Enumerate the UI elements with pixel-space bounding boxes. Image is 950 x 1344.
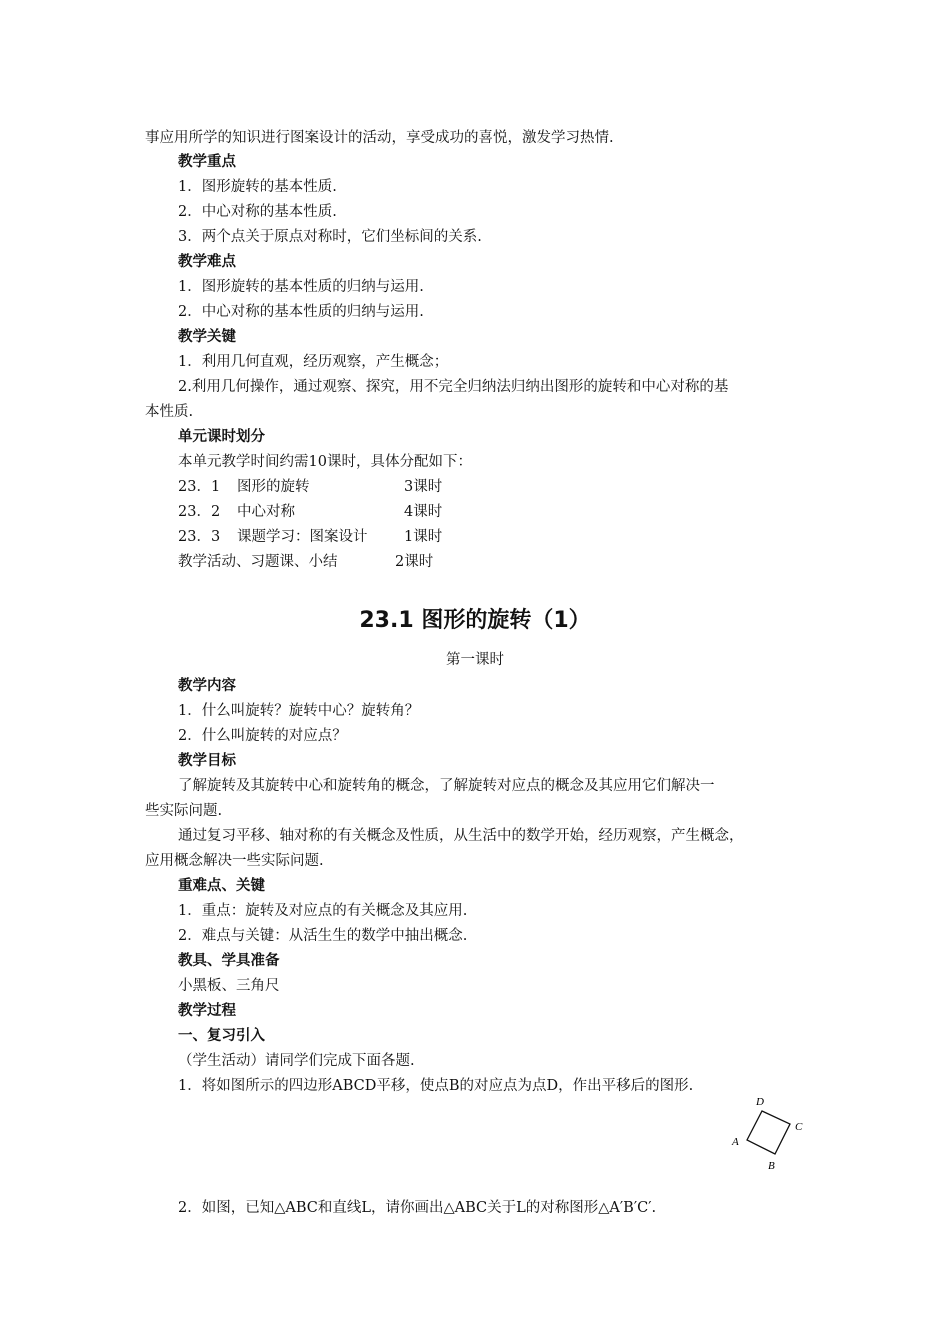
keys-item-2-line1: 2.利用几何操作，通过观察、探究，用不完全归纳法归纳出图形的旋转和中心对称的基 xyxy=(178,379,729,395)
process-question-1: 1．将如图所示的四边形ABCD平移，使点B的对应点为点D，作出平移后的图形. xyxy=(178,1078,694,1094)
focus-item: 1．重点：旋转及对应点的有关概念及其应用. xyxy=(178,903,468,919)
goals-p1-line1: 了解旋转及其旋转中心和旋转角的概念，了解旋转对应点的概念及其应用它们解决一 xyxy=(178,778,715,794)
schedule-row-hours: 4课时 xyxy=(404,504,443,520)
process-heading: 教学过程 xyxy=(178,1003,236,1019)
difficulty-item: 1．图形旋转的基本性质的归纳与运用. xyxy=(178,279,424,295)
focus-item: 2．难点与关键：从活生生的数学中抽出概念. xyxy=(178,928,468,944)
keys-item-1: 1．利用几何直观，经历观察，产生概念； xyxy=(178,354,449,370)
goals-p2-line1: 通过复习平移、轴对称的有关概念及性质，从生活中的数学开始，经历观察，产生概念， xyxy=(178,828,744,844)
section-title: 23.1 图形的旋转（1） xyxy=(359,608,591,633)
tools-heading: 教具、学具准备 xyxy=(178,953,280,969)
tools-text: 小黑板、三角尺 xyxy=(178,978,280,994)
key-point-item: 1．图形旋转的基本性质. xyxy=(178,179,337,195)
content-item: 1．什么叫旋转？旋转中心？旋转角？ xyxy=(178,703,420,719)
quadrilateral-figure xyxy=(725,1088,815,1178)
schedule-row-topic: 中心对称 xyxy=(237,504,295,520)
schedule-row-num: 23．1 xyxy=(178,479,221,495)
key-points-heading: 教学重点 xyxy=(178,154,236,170)
schedule-row-hours: 1课时 xyxy=(404,529,443,545)
schedule-row-topic: 图形的旋转 xyxy=(237,479,310,495)
difficulty-item: 2．中心对称的基本性质的归纳与运用. xyxy=(178,304,424,320)
goals-heading: 教学目标 xyxy=(178,753,236,769)
key-point-item: 3．两个点关于原点对称时，它们坐标间的关系. xyxy=(178,229,482,245)
key-point-item: 2．中心对称的基本性质. xyxy=(178,204,337,220)
keys-item-2-line2: 本性质. xyxy=(145,404,194,420)
process-question-2: 2．如图，已知△ABC和直线L，请你画出△ABC关于L的对称图形△A′B′C′. xyxy=(178,1200,657,1216)
keys-heading: 教学关键 xyxy=(178,329,236,345)
vertex-label-c: C xyxy=(795,1121,803,1133)
schedule-row-num: 23．2 xyxy=(178,504,221,520)
goals-p2-line2: 应用概念解决一些实际问题. xyxy=(145,853,324,869)
schedule-heading: 单元课时划分 xyxy=(178,429,265,445)
schedule-intro: 本单元教学时间约需10课时，具体分配如下： xyxy=(178,454,472,470)
vertex-label-b: B xyxy=(768,1160,775,1172)
schedule-last-hours: 2课时 xyxy=(395,554,434,570)
schedule-row-hours: 3课时 xyxy=(404,479,443,495)
schedule-row-num: 23．3 xyxy=(178,529,221,545)
schedule-last-topic: 教学活动、习题课、小结 xyxy=(178,554,338,570)
quadrilateral-abcd xyxy=(747,1111,790,1154)
difficulties-heading: 教学难点 xyxy=(178,254,236,270)
schedule-row-topic: 课题学习：图案设计 xyxy=(237,529,368,545)
process-sub-heading: 一、复习引入 xyxy=(178,1028,265,1044)
focus-heading: 重难点、关键 xyxy=(178,878,265,894)
vertex-label-d: D xyxy=(756,1096,764,1108)
process-activity: （学生活动）请同学们完成下面各题. xyxy=(178,1053,415,1069)
goals-p1-line2: 些实际问题. xyxy=(145,803,223,819)
content-item: 2．什么叫旋转的对应点？ xyxy=(178,728,347,744)
section-subtitle: 第一课时 xyxy=(446,652,504,668)
vertex-label-a: A xyxy=(732,1136,739,1148)
content-heading: 教学内容 xyxy=(178,678,236,694)
intro-line: 事应用所学的知识进行图案设计的活动，享受成功的喜悦，激发学习热情. xyxy=(145,130,614,146)
